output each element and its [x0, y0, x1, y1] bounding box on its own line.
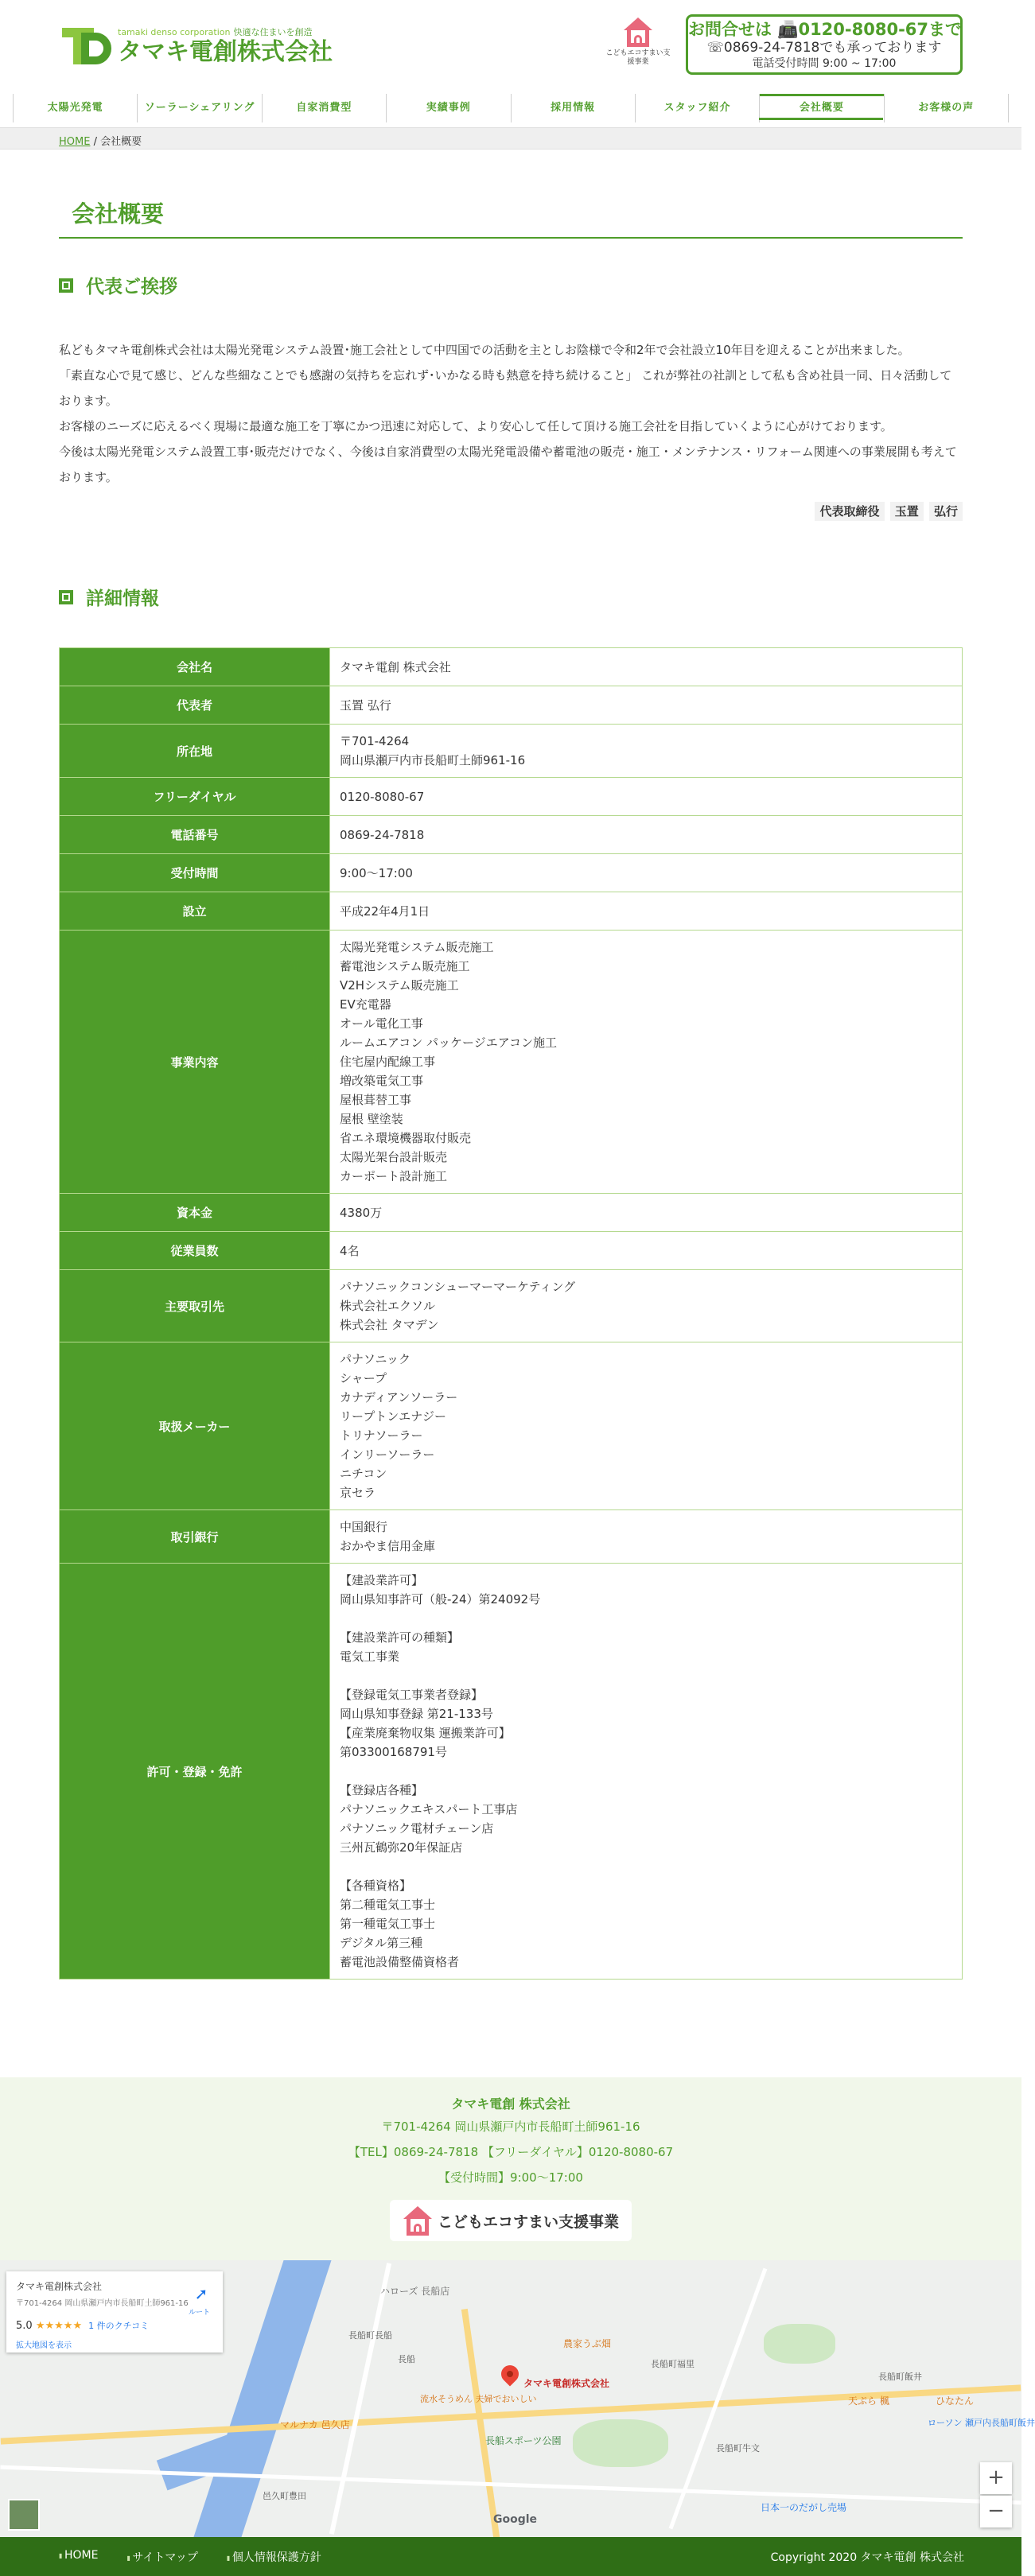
info-value-line: タマキ電創 株式会社	[340, 659, 451, 674]
info-row-label: 資本金	[60, 1194, 330, 1232]
info-row	[60, 1564, 963, 1980]
info-value-line: 中国銀行	[340, 1520, 388, 1534]
footer-link-privacy[interactable]: ▮ 個人情報保護方針	[227, 2549, 321, 2565]
zoom-out-button[interactable]: −	[980, 2496, 1012, 2527]
info-row-value	[330, 648, 963, 686]
info-row-value	[330, 725, 963, 778]
info-value-line	[340, 1857, 952, 1876]
info-value-line: 【産業廃棄物収集 運搬業許可】	[340, 1726, 511, 1740]
info-row	[60, 648, 963, 686]
contact-hours: 電話受付時間 9:00 ~ 17:00	[752, 57, 897, 70]
company-info-table	[59, 647, 963, 1980]
nav-active-indicator	[759, 118, 883, 120]
info-value-line: デジタル第三種	[340, 1936, 423, 1950]
info-row-value	[330, 816, 963, 854]
info-row-label: 受付時間	[60, 854, 330, 892]
footer-link-sitemap[interactable]: ▮ サイトマップ	[126, 2549, 197, 2565]
info-row-value	[330, 931, 963, 1194]
footer-link-home[interactable]: ▮ HOME	[59, 2549, 98, 2565]
map-reviews-link[interactable]: 1 件のクチコミ	[88, 2321, 150, 2331]
info-row	[60, 1194, 963, 1232]
directions-icon[interactable]: ➚	[194, 2284, 208, 2303]
info-value-line: 岡山県瀬戸内市長船町土師961-16	[340, 753, 526, 767]
bottom-bar	[0, 2537, 1021, 2576]
info-row-value	[330, 1232, 963, 1270]
copyright: Copyright 2020 タマキ電創 株式会社	[770, 2551, 964, 2564]
map-poi[interactable]: 天ぷら 楓	[848, 2395, 889, 2407]
info-value-line: 〒701-4264	[340, 734, 410, 748]
info-value-line: 9:00〜17:00	[340, 865, 413, 880]
info-row-label: 所在地	[60, 725, 330, 778]
info-row-value	[330, 892, 963, 931]
info-value-line: 【建設業許可の種類】	[340, 1630, 460, 1645]
breadcrumb: HOME / 会社概要	[59, 136, 142, 148]
info-value-line: 岡山県知事登録 第21-133号	[340, 1707, 493, 1721]
info-row-value	[330, 1342, 963, 1510]
info-row-label: 電話番号	[60, 816, 330, 854]
info-value-line: 蓄電池システム販売施工	[340, 959, 470, 973]
footer-company-name: タマキ電創 株式会社	[451, 2096, 570, 2112]
info-value-line: 【建設業許可】	[340, 1573, 424, 1587]
info-value-line: 0869-24-7818	[340, 827, 425, 842]
info-value-line: おかやま信用金庫	[340, 1539, 436, 1553]
footer-address: 〒701-4264 岡山県瀬戸内市長船町土師961-16	[381, 2119, 640, 2134]
info-row-label: 事業内容	[60, 931, 330, 1194]
map-label: 邑久町豊田	[263, 2491, 306, 2501]
house-icon	[403, 2206, 431, 2235]
info-row-value	[330, 778, 963, 816]
breadcrumb-bar	[0, 127, 1021, 150]
info-value-line	[340, 1609, 952, 1628]
info-value-line: リープトンエナジー	[340, 1409, 446, 1424]
info-row-value	[330, 854, 963, 892]
site-logo[interactable]	[62, 25, 333, 67]
info-row-label: 代表者	[60, 686, 330, 725]
footer-hours: 【受付時間】9:00〜17:00	[438, 2170, 583, 2185]
info-row	[60, 778, 963, 816]
info-row-label: 主要取引先	[60, 1270, 330, 1342]
info-row	[60, 1232, 963, 1270]
map-label: 長船	[398, 2354, 415, 2364]
info-value-line: 住宅屋内配線工事	[340, 1055, 436, 1069]
info-row-label: 許可・登録・免許	[60, 1564, 330, 1980]
nav-item-recruit[interactable]: 採用情報	[511, 94, 635, 122]
footer-eco-banner[interactable]: こどもエコすまい支援事業	[390, 2200, 632, 2241]
nav-item-voice[interactable]: お客様の声	[884, 94, 1009, 122]
info-row	[60, 892, 963, 931]
info-value-line: 株式会社エクソル	[340, 1299, 436, 1313]
info-row	[60, 725, 963, 778]
satellite-toggle[interactable]	[8, 2499, 40, 2531]
footer-info	[0, 2077, 1021, 2260]
map-label: 長船町牛文	[716, 2443, 760, 2454]
info-row-label: 設立	[60, 892, 330, 931]
info-value-line: パナソニック電材チェーン店	[340, 1821, 494, 1836]
square-bullet-icon	[59, 590, 73, 604]
nav-item-self-consumption[interactable]: 自家消費型	[262, 94, 386, 122]
info-value-line: オール電化工事	[340, 1016, 423, 1031]
info-value-line: ルームエアコン パッケージエアコン施工	[340, 1035, 557, 1050]
greeting-paragraph: 今後は太陽光発電システム設置工事･販売だけでなく、今後は自家消費型の太陽光発電設備や蓄電池の販売・施工・メンテナンス・リフォーム関連への事業展開も考えております。	[59, 445, 957, 484]
info-row-label: 取引銀行	[60, 1510, 330, 1564]
greeting-paragraph: 私どもタマキ電創株式会社は太陽光発電システム設置･施工会社として中四国での活動を主としお陰様で令和2年で会社設立10年目を迎えることが出来ました。	[59, 343, 910, 357]
page-title: 会社概要	[59, 196, 963, 239]
info-value-line: パナソニック	[340, 1352, 410, 1366]
info-value-line: 省エネ環境機器取付販売	[340, 1131, 472, 1145]
signature: 代表取締役 玉置 弘行	[803, 503, 963, 519]
info-row-value	[330, 1194, 963, 1232]
info-value-line: V2Hシステム販売施工	[340, 978, 459, 993]
map-label: 長船町長船	[348, 2330, 392, 2341]
map-poi[interactable]: ひなたん	[936, 2395, 975, 2407]
info-value-line: 増改築電気工事	[340, 1074, 424, 1088]
google-map[interactable]	[0, 2260, 1035, 2537]
info-value-line	[340, 1666, 952, 1685]
info-value-line: シャープ	[340, 1371, 387, 1385]
info-value-line: 玉置 弘行	[340, 697, 391, 713]
nav-item-solar[interactable]: 太陽光発電	[13, 94, 137, 122]
house-icon	[623, 17, 653, 48]
info-row	[60, 854, 963, 892]
info-row	[60, 1342, 963, 1510]
map-poi[interactable]: 流水そうめん 夫婦でおいしい	[420, 2394, 537, 2404]
map-pin-label[interactable]: タマキ電創株式会社	[523, 2378, 610, 2389]
info-value-line: 4380万	[340, 1205, 383, 1220]
map-pin-icon[interactable]	[497, 2361, 522, 2386]
map-poi[interactable]: マルナカ 邑久店	[280, 2419, 350, 2430]
logo-mark-icon	[62, 28, 111, 64]
info-value-line: 太陽光架台設計販売	[340, 1150, 448, 1164]
info-row	[60, 686, 963, 725]
info-row	[60, 931, 963, 1194]
nav-item-company[interactable]: 会社概要	[759, 94, 883, 122]
map-larger-link[interactable]: 拡大地図を表示	[16, 2341, 72, 2350]
info-value-line: 4名	[340, 1243, 360, 1258]
logo-tagline: tamaki denso corporation 快適な住まいを創造	[118, 27, 313, 37]
nav-item-solar-sharing[interactable]: ソーラーシェアリング	[137, 94, 261, 122]
greeting-section-title: 代表ご挨拶	[59, 272, 177, 298]
map-label: 長船町福里	[651, 2359, 695, 2369]
info-row	[60, 1510, 963, 1564]
info-row-value	[330, 1510, 963, 1564]
info-value-line: ニチコン	[340, 1467, 387, 1481]
info-value-line: 株式会社 タマデン	[340, 1318, 439, 1332]
info-row-value	[330, 1270, 963, 1342]
nav-item-staff[interactable]: スタッフ紹介	[635, 94, 759, 122]
info-value-line: 屋根 壁塗装	[340, 1112, 403, 1126]
info-value-line: パナソニックコンシューマーマーケティング	[340, 1280, 576, 1294]
details-section-title: 詳細情報	[59, 584, 159, 610]
eco-badge[interactable]: こどもエコすまい支援事業	[605, 17, 671, 67]
nav-item-works[interactable]: 実績事例	[386, 94, 510, 122]
info-row	[60, 816, 963, 854]
map-label: 長船町飯井	[878, 2372, 922, 2382]
breadcrumb-home-link[interactable]: HOME	[59, 136, 91, 148]
map-poi[interactable]: 農家うぶ畑	[563, 2338, 612, 2349]
info-value-line: 電気工事業	[340, 1649, 400, 1664]
info-value-line: 岡山県知事許可（般-24）第24092号	[340, 1592, 541, 1607]
info-value-line: 三州瓦鶴弥20年保証店	[340, 1840, 463, 1855]
info-value-line: インリーソーラー	[340, 1447, 435, 1462]
greeting-paragraph: お客様のニーズに応えるべく現場に最適な施工を丁寧にかつ迅速に対応して、より安心して任して頂ける施工会社を目指していくように心がけております。	[59, 419, 893, 433]
info-value-line: 第一種電気工事士	[340, 1917, 436, 1931]
logo-name: タマキ電創株式会社	[118, 38, 333, 66]
square-bullet-icon	[59, 278, 73, 293]
info-row-label: 会社名	[60, 648, 330, 686]
footer-tel: 【TEL】0869-24-7818 【フリーダイヤル】0120-8080-67	[348, 2145, 674, 2159]
rating-stars: ★★★★★	[35, 2320, 83, 2332]
greeting-text	[59, 337, 963, 490]
google-logo: Google	[493, 2513, 538, 2526]
info-value-line: カナディアンソーラー	[340, 1390, 458, 1405]
zoom-in-button[interactable]: +	[980, 2462, 1012, 2494]
contact-box[interactable]	[686, 14, 963, 75]
info-value-line: 【各種資格】	[340, 1879, 412, 1893]
greeting-paragraph: 「素直な心で見て感じ、どんな些細なことでも感謝の気持ちを忘れず･いかなる時も熱意を持ち続けること」 これが弊社の社訓として私も含め社員一同、日々活動しております。	[59, 368, 952, 408]
info-row-value	[330, 686, 963, 725]
map-poi[interactable]: 長船スポーツ公園	[485, 2435, 562, 2446]
info-value-line: 太陽光発電システム販売施工	[340, 940, 494, 954]
info-row-label: 従業員数	[60, 1232, 330, 1270]
info-row-label: フリーダイヤル	[60, 778, 330, 816]
info-value-line: 平成22年4月1日	[340, 903, 430, 919]
map-poi[interactable]: ハローズ 長船店	[380, 2286, 450, 2297]
contact-tel: ☏0869-24-7818でも承っております	[706, 40, 942, 56]
info-row	[60, 1270, 963, 1342]
info-value-line: カーポート設計施工	[340, 1169, 448, 1183]
info-row-label: 取扱メーカー	[60, 1342, 330, 1510]
site-header	[0, 0, 1021, 90]
breadcrumb-current: 会社概要	[100, 136, 142, 148]
info-value-line: トリナソーラー	[340, 1428, 423, 1443]
info-value-line: パナソニックエキスパート工事店	[340, 1802, 518, 1816]
info-value-line: EV充電器	[340, 997, 391, 1012]
info-value-line: 第二種電気工事士	[340, 1898, 436, 1912]
info-row-value	[330, 1564, 963, 1980]
info-value-line: 【登録電気工事業者登録】	[340, 1688, 484, 1702]
map-poi[interactable]: ローソン 瀬戸内長船町飯井	[928, 2418, 1035, 2428]
info-value-line: 【登録店各種】	[340, 1783, 424, 1797]
info-value-line: 京セラ	[340, 1486, 376, 1500]
info-value-line: 蓄電池設備整備資格者	[340, 1955, 460, 1969]
info-value-line: 屋根葺替工事	[340, 1093, 412, 1107]
info-value-line	[340, 1762, 952, 1781]
map-poi[interactable]: 日本一のだがし売場	[761, 2502, 847, 2513]
info-value-line: 0120-8080-67	[340, 789, 425, 804]
info-value-line: 第03300168791号	[340, 1745, 447, 1759]
contact-free-dial: お問合せは 📠0120-8080-67まで	[688, 20, 963, 39]
map-place-card: タマキ電創株式会社 〒701-4264 岡山県瀬戸内市長船町土師961-16 5.0 ★★★★★ 1 件のクチコミ 拡大地図を表示 ➚ ルート	[6, 2271, 223, 2353]
